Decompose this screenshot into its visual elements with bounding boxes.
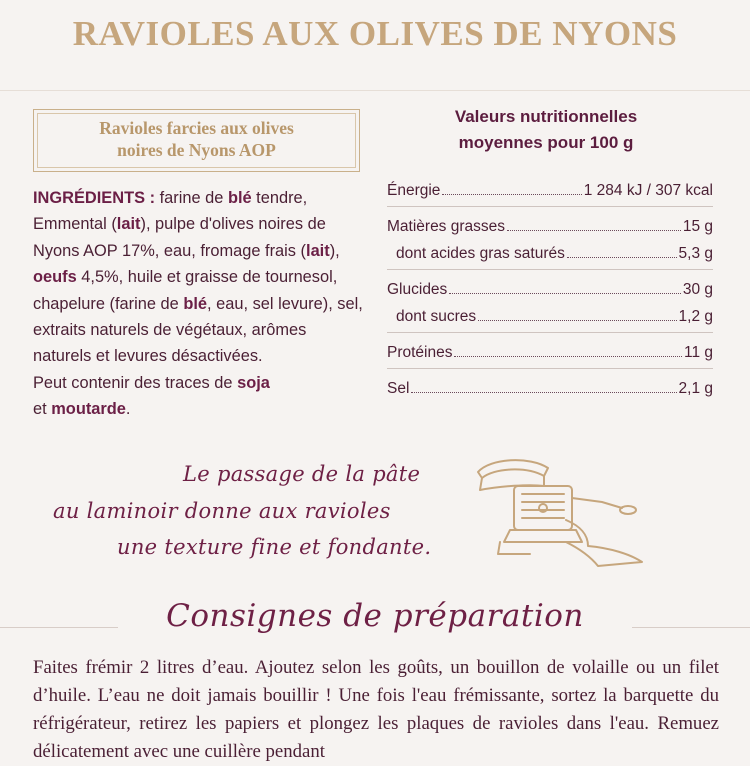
allergen-ble: blé [183, 294, 208, 313]
nutrition-row [387, 302, 713, 326]
nutrition-value: 30 g [682, 281, 713, 298]
ingredients-text: tendre, Emmental ( [33, 189, 308, 234]
allergen-oeufs: oeufs [33, 268, 77, 287]
traces-text: et [33, 400, 52, 419]
nutrition-label: Matières grasses [387, 218, 506, 235]
preparation-title: Consignes de préparation [166, 598, 584, 634]
divider [387, 206, 713, 207]
nutrition-value: 5,3 g [678, 245, 713, 262]
subtitle-line-1: Ravioles farcies aux olives [99, 118, 294, 138]
nutrition-row [387, 338, 713, 362]
nutrition-heading [386, 104, 706, 156]
allergen-lait: lait [116, 215, 141, 234]
dot-leader [478, 320, 676, 321]
allergen-ble: blé [227, 189, 252, 207]
pasta-machine-icon [470, 450, 660, 570]
nutrition-row [387, 374, 713, 398]
nutrition-label: Sel [387, 380, 410, 397]
quote-line-1: Le passage de la pâte [183, 462, 421, 486]
allergen-lait: lait [306, 241, 330, 260]
divider [0, 90, 750, 91]
nutrition-heading-line-2: moyennes pour 100 g [458, 133, 634, 152]
ingredients-text: farine de [155, 189, 228, 207]
nutrition-label: Glucides [387, 281, 448, 298]
ingredients-text: ), [329, 241, 340, 260]
dot-leader [449, 293, 681, 294]
nutrition-table [387, 176, 713, 401]
nutrition-row [387, 239, 713, 263]
dot-leader [567, 257, 677, 258]
nutrition-value: 2,1 g [678, 380, 713, 397]
nutrition-row [387, 212, 713, 236]
subtitle-frame [33, 109, 360, 172]
traces-text: Peut contenir des traces de [33, 373, 238, 392]
nutrition-label: dont acides gras saturés [396, 245, 565, 262]
preparation-paragraph: Faites frémir 2 litres d’eau. Ajoutez selon les goûts, un bouillon de volaille ou un filet d’huile. L’eau ne doit jamais bouillir ! Une fois l'eau frémissante, sortez la barquette du réfrigérateur, retirez les papiers et plongez les plaques de ravioles dans l'eau. Remuez délicatement avec une cuillère pendant [33, 657, 719, 762]
divider [387, 332, 713, 333]
subtitle-line-2: noires de Nyons AOP [117, 140, 276, 160]
nutrition-label: Protéines [387, 344, 453, 361]
nutrition-row [387, 176, 713, 200]
dot-leader [411, 392, 676, 393]
ingredients-text: , eau, sel levure), sel, extraits naturels de végétaux, arômes naturels et levures désactivées. [33, 294, 363, 366]
nutrition-value: 11 g [683, 344, 713, 361]
preparation-text [33, 654, 719, 766]
dot-leader [442, 194, 581, 195]
product-title: RAVIOLES AUX OLIVES DE NYONS [72, 14, 678, 53]
ingredients-heading: INGRÉDIENTS : [33, 189, 156, 207]
nutrition-value: 15 g [682, 218, 713, 235]
divider [632, 627, 750, 628]
nutrition-label: dont sucres [396, 308, 477, 325]
subtitle [34, 117, 359, 161]
nutrition-value: 1,2 g [678, 308, 713, 325]
traces-text: . [125, 400, 131, 419]
quote-line-2: au laminoir donne aux ravioles [53, 499, 391, 523]
dot-leader [507, 230, 681, 231]
ingredients-block [33, 185, 363, 423]
dot-leader [454, 356, 681, 357]
quote-line-3: une texture fine et fondante. [117, 535, 432, 559]
nutrition-label: Énergie [387, 182, 441, 199]
allergen-soja: soja [237, 373, 270, 392]
allergen-moutarde: moutarde [51, 400, 126, 419]
divider [387, 368, 713, 369]
divider [387, 269, 713, 270]
nutrition-value: 1 284 kJ / 307 kcal [583, 182, 713, 199]
ingredients-text: ), pulpe d'olives noires de Nyons AOP 17%, eau, fromage frais ( [33, 215, 326, 260]
ingredients-text: 4,5%, huile et graisse de tournesol, chapelure (farine de [33, 268, 338, 313]
nutrition-row [387, 275, 713, 299]
nutrition-heading-line-1: Valeurs nutritionnelles [454, 107, 638, 126]
